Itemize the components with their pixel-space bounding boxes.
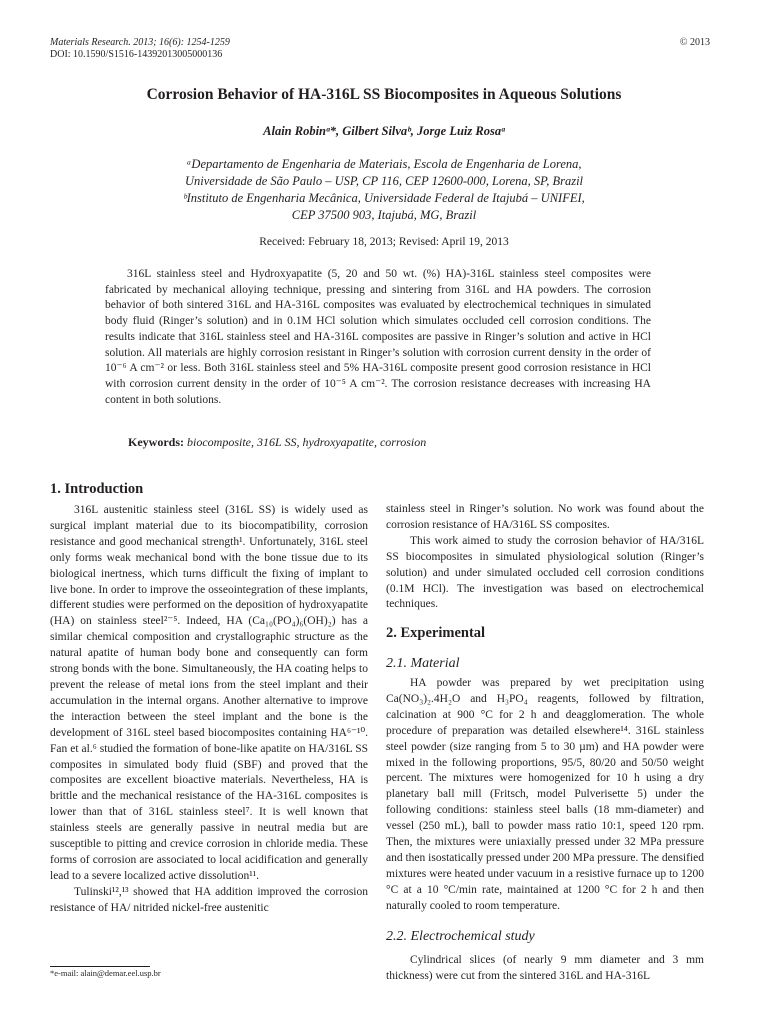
paragraph: 316L austenitic stainless steel (316L SS) is widely used as surgical implant material due to its biocompatibility, corrosion resistance and good mechanical strength¹. Unfortunately, 316L steel only forms weak mechanical bond with the bone tissue due to its biological inertness, which turns difficult the fixing of implant to live bone. In order to improve the osseointegration of these implants, different studies were performed on the deposition of hydroxyapatite (HA) on stainless steel²⁻⁵. Indeed, HA (Ca₁₀(PO₄)₆(OH)₂) has a similar chemical composition and crystallographic structure as the natural apatite of human body bone and consequently can form strong bonds with the bone. Simultaneously, the HA coating helps to prevent the release of metal ions from the steel implant and their accumulation in the internal organs. Another alternative to improve the interaction between the steel implant and the bone is the development of 316L steel based biocomposites containing HA⁶⁻¹⁰. Fan et al.⁶ studied the formation of bone-like apatite on HA/316L SS composites in simulated body fluid (SBF) and proved that the composites are excellent bioactive materials. Nevertheless, HA is brittle and the mechanical resistance of the HA-316L composites is lower than that of 316L stainless steel⁷. It is well known that stainless steels are generally passive in neutral media but are susceptible to pitting and crevice corrosion in chloride media. These forms of corrosion are associated to local acidification and generally lead to a severe localized active dissolution¹¹. [50, 504, 368, 882]
material-text [386, 676, 704, 915]
keywords-value: biocomposite, 316L SS, hydroxyapatite, corrosion [187, 435, 427, 449]
copyright: © 2013 [679, 37, 710, 48]
paragraph: Cylindrical slices (of nearly 9 mm diameter and 3 mm thickness) were cut from the sintered 316L and HA-316L [386, 954, 704, 982]
keywords-label: Keywords: [128, 435, 184, 449]
authors: Alain Robinᵃ*, Gilbert Silvaᵇ, Jorge Luiz Rosaᵃ [263, 124, 505, 138]
section-heading-experimental: 2. Experimental [386, 625, 486, 641]
paragraph: Tulinski¹²,¹³ showed that HA addition improved the corrosion resistance of HA/ nitrided nickel-free austenitic [50, 885, 368, 914]
paragraph: HA powder was prepared by wet precipitation using Ca(NO₃)₂.4H₂O and H₃PO₄ reagents, followed by filtration, calcination at 900 °C for 2 h and deagglomeration. The whole procedure of preparation was detailed elsewhere¹⁴. 316L stainless steel powder (size ranging from 5 to 30 µm) and HA powder were mixed in the following proportions, 95/5, 80/20 and 50/50 weight percent. The mixtures were homogenized for 10 h using a dry planetary ball mill (Fritsch, model Pulverisette 5) under the following conditions: stainless steel balls (18 mm-diameter) and vessel (250 mL), ball to powder mass ratio 10:1, speed 120 rpm. Then, the mixtures were uniaxially pressed under 32 MPa pressure and then isostatically pressed under 200 MPa pressure. The densified mixtures were heated under vacuum in a resistive furnace up to 1200 °C at a 10 °C/min rate, maintained at 1200 °C for 2 h and then naturally cooled to room temperature. [386, 677, 704, 912]
paper-title: Corrosion Behavior of HA-316L SS Biocomposites in Aqueous Solutions [146, 86, 622, 103]
affiliation-line: CEP 37500 903, Itajubá, MG, Brazil [291, 208, 477, 222]
doi: DOI: 10.1590/S1516-14392013005000136 [50, 49, 223, 60]
journal-citation: Materials Research. 2013; 16(6): 1254-1259 [50, 37, 230, 48]
paragraph: stainless steel in Ringer’s solution. No work was found about the corrosion resistance of HA/316L SS composites. [386, 503, 704, 531]
affiliation-line: Universidade de São Paulo – USP, CP 116, CEP 12600-000, Lorena, SP, Brazil [184, 174, 584, 188]
right-column-top [386, 502, 704, 613]
subsection-heading-material: 2.1. Material [386, 656, 460, 671]
affiliations [40, 156, 728, 224]
electrochemical-text [386, 953, 704, 985]
section-heading-introduction: 1. Introduction [50, 481, 144, 497]
footnote-rule [50, 966, 150, 967]
keywords [128, 435, 426, 450]
footnote-email: *e-mail: alain@demar.eel.usp.br [50, 968, 161, 978]
left-column [50, 503, 368, 917]
subsection-heading-electrochemical: 2.2. Electrochemical study [386, 929, 535, 944]
abstract: 316L stainless steel and Hydroxyapatite (5, 20 and 50 wt. (%) HA)-316L stainless steel composites were fabricated by mechanical alloying technique, pressing and sintering from 316L and HA powders. The corrosion behavior of both sintered 316L and HA-316L composites was evaluated by electrochemical techniques in simulated body fluid (Ringer’s solution) and in 0.1M HCl solution which simulates occluded cell corrosion conditions. The results indicate that 316L stainless steel and HA-316L composites are passive in Ringer’s solution and active in HCl solution. All materials are highly corrosion resistant in Ringer’s solution with corrosion current density in the order of 10⁻⁶ A cm⁻² or less. Both 316L stainless steel and 5% HA-316L composite present good corrosion resistance in HCl with corrosion current density in the order of 10⁻⁵ A cm⁻². The corrosion resistance decreases with increasing HA content in both solutions. [105, 268, 651, 406]
affiliation-line: ᵃDepartamento de Engenharia de Materiais, Escola de Engenharia de Lorena, [186, 157, 582, 171]
paragraph: This work aimed to study the corrosion behavior of HA/316L SS biocomposites in simulated physiological solution (Ringer’s solution) and under simulated occluded cell corrosion conditions (0.1M HCl). The investigation was based on electrochemical techniques. [386, 534, 704, 611]
received-dates: Received: February 18, 2013; Revised: April 19, 2013 [259, 236, 509, 248]
affiliation-line: ᵇInstituto de Engenharia Mecânica, Universidade Federal de Itajubá – UNIFEI, [183, 191, 585, 205]
